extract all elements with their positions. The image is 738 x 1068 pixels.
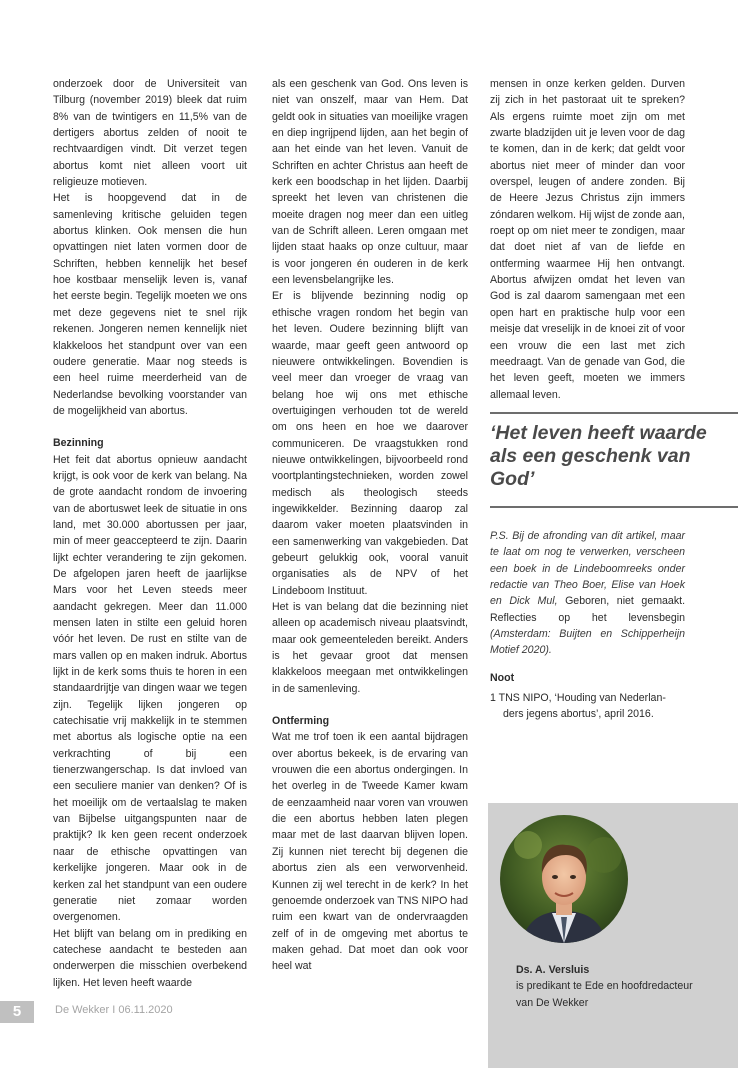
- page-number: 5: [0, 1001, 34, 1023]
- paragraph: Het is van belang dat die bezinning niet alleen op academisch niveau plaatsvindt, maar ook gemeenteleden bereikt. Anders is het gevaar groot dat mensen klakkeloos meegaan met ontwikkelingen in de samenleving.: [272, 601, 468, 695]
- postscript-italic: P.S. Bij de afronding van dit artikel, maar te laat om nog te verwerken, verscheen een boek in de Lindeboomreeks onder redactie van Theo Boer, Elise van Hoek en Dick Mul,: [490, 530, 685, 608]
- paragraph: Het feit dat abortus opnieuw aandacht krijgt, is ook voor de kerk van belang. Na de grote aandacht rondom de invoering van de abortuswet leek de situatie in ons land, met 30.000 abortussen per jaar, min of meer geaccepteerd te zijn. Daarin lijkt echter verandering te zijn gekomen. De afgelopen jaren heeft de jaarlijkse Mars voor het Leven steeds meer aandacht gekregen. Meer dan 11.000 mensen laten in stilte een geluid horen vóór het leven. De rust en stilte van de mars vallen op en maken indruk. Abortus lijkt in de kerk soms thuis te horen in een standaardrijtje van dingen waar we tegen zijn. Tegelijk lijken jongeren op catechisatie vrij makkelijk in te stemmen met abortus als logische optie na een verkrachting of bij een tienerzwangerschap. Is dat invloed van een seculiere manier van denken? Of is het moeilijk om de vertaalslag te maken van Bijbelse uitgangspunten naar de praktijk? Ik ken geen recent onderzoek naar de ethische opvattingen van kerkelijke jongeren. Maar ook in de kerken zal het standpunt van een oudere generatie niet zomaar worden overgenomen.: [53, 453, 247, 924]
- pull-quote: ‘Het leven heeft waarde als een geschenk van God’: [490, 422, 707, 490]
- postscript-publisher: (Amsterdam: Buijten en Schipperheijn Motief 2020).: [490, 628, 685, 657]
- footnote: [490, 690, 690, 723]
- paragraph: mensen in onze kerken gelden. Durven zij zich in het pastoraat uit te spreken? Als ergens ruimte moet zijn om met zwarte bladzijden uit je leven voor de dag te komen, dan in de kerk; dat geldt voor abortus niet meer of minder dan voor overspel, leugen of andere zonden. Bij de Heere Jezus Christus zijn immers zóndaren welkom. Hij wijst de zonde aan, roept op om niet meer te zondigen, maar dat doet niet af van de liefde en ontferming waarmee Hij hen ontvangt. Abortus afwijzen omdat het leven van God is zal daarom samengaan met een open hart en praktische hulp voor een meisje dat vreselijk in de knoei zit of voor een vrouw die een last met zich meedraagt. Van de genade van God, die het leven geeft, moeten we immers allemaal leven.: [490, 78, 685, 401]
- footer-text: De Wekker I 06.11.2020: [55, 1004, 173, 1016]
- section-heading: Ontferming: [272, 715, 330, 728]
- postscript-book-title: Geboren, niet gemaakt. Reflecties op het levensbegin: [490, 595, 686, 624]
- footnote-heading: Noot: [490, 672, 515, 684]
- column-1: [53, 76, 247, 991]
- author-bio-line: van De Wekker: [516, 996, 589, 1009]
- column-3: [490, 76, 685, 403]
- paragraph: Er is blijvende bezinning nodig op ethische vragen rondom het begin van het leven. Oudere bezinning blijft van waarde, maar geeft geen antwoord op nieuwere ontwikkelingen. Bovendien is veel meer dan vroeger de vraag van belang hoe wij ons met ethische overtuigingen verhouden tot de wereld om ons heen en hoe we daarover communiceren. De vraagstukken rond nieuwe ontwikkelingen, bijvoorbeeld rond voortplantingstechnieken, worden zowel medisch als theologisch steeds ingewikkelder. Bezinning daarop zal daarom vaker moeten plaatsvinden in een samenwerking van vakgebieden. Dat gebeurt gelukkig ook, vooral vanuit organisaties als de NPV of het Lindeboom Instituut.: [272, 290, 468, 597]
- paragraph: onderzoek door de Universiteit van Tilburg (november 2019) bleek dat ruim 8% van de twintigers en 11,5% van de dertigers abortus zelden of nooit te rechtvaardigen vindt. Dit verzet tegen abortus komt niet alleen voort uit religieuze motieven.: [53, 78, 247, 189]
- author-bio: [516, 962, 726, 1011]
- column-2: [272, 76, 468, 975]
- paragraph: Het blijft van belang om in prediking en catechese aandacht te besteden aan onderwerpen die misschien overbekend lijken. Het leven heeft waarde: [53, 927, 247, 989]
- paragraph: als een geschenk van God. Ons leven is niet van onszelf, maar van Hem. Dat geldt ook in situaties van moeilijke vragen en diep ingrijpend lijden, aan het begin of aan het einde van het leven. Vanuit de Schriften en achter Christus aan heeft de kerk een boodschap in het lijden. Daarbij spreekt het leven van christenen die moeite dragen nog meer dan een uitleg van de Schrift alleen. Leren omgaan met lijden staat haaks op onze cultuur, maar is voor jongeren én ouderen in de kerk een levensbelangrijke les.: [272, 78, 468, 287]
- paragraph: Het is hoopgevend dat in de samenleving kritische geluiden tegen abortus klinken. Ook mensen die hun opvattingen niet laten vormen door de Schriften, hebben kennelijk het besef hoe kostbaar menselijk leven is, vanaf het eerste begin. Tegelijk moeten we ons met deze gegevens niet te snel rijk rekenen. Jongeren nemen kennelijk niet klakkeloos het standpunt over van een oudere generatie. Maar nog steeds is een heel ruime meerderheid van de Nederlandse bevolking voorstander van de mogelijkheid van abortus.: [53, 192, 247, 417]
- quote-bottom-rule: [490, 506, 738, 508]
- footnote-line: 1 TNS NIPO, ‘Houding van Nederlan-: [490, 692, 666, 704]
- postscript: [490, 528, 685, 659]
- quote-top-rule: [490, 412, 738, 414]
- author-name: Ds. A. Versluis: [516, 964, 590, 976]
- paragraph: Wat me trof toen ik een aantal bijdragen over abortus bekeek, is de ervaring van vrouwen die een abortus ondergingen. In het overleg in de Tweede Kamer kwam de eenzaamheid naar voren van vrouwen die een abortus hebben laten plegen maar met de last daarvan blijven lopen. Zij kunnen niet terecht bij degenen die abortus zien als een verworvenheid. Kunnen zij wel terecht in de kerk? In het genoemde onderzoek van TNS NIPO had ruim een kwart van de ondervraagden zelf of in de omgeving met abortus te maken gehad. Dat moet dan ook voor heel wat: [272, 731, 468, 973]
- author-bio-line: is predikant te Ede en hoofdredacteur: [516, 980, 693, 993]
- section-heading: Bezinning: [53, 437, 104, 450]
- footnote-line: ders jegens abortus’, april 2016.: [503, 708, 654, 721]
- author-photo: [500, 815, 628, 943]
